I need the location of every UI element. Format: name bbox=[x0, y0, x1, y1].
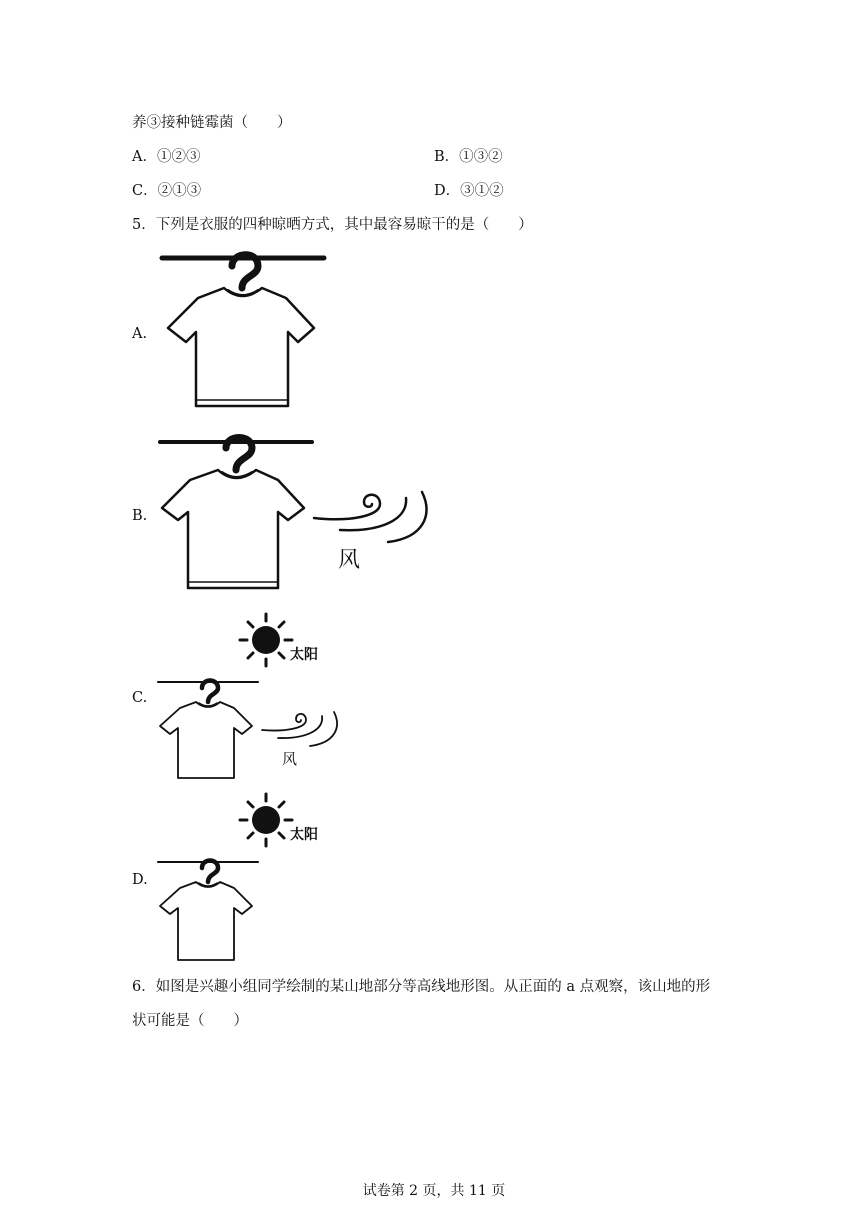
sun-icon bbox=[236, 790, 296, 850]
q4-tail: 养③接种链霉菌（ ） bbox=[132, 115, 292, 131]
q4-option-a: A．①②③ bbox=[132, 149, 201, 165]
q5-option-c-label: C. bbox=[132, 690, 148, 706]
page-footer: 试卷第 2 页，共 11 页 bbox=[362, 1183, 506, 1199]
q5-option-d-label: D. bbox=[132, 872, 148, 888]
tshirt-on-hanger-icon bbox=[156, 856, 260, 964]
q4-option-c: C．②①③ bbox=[132, 183, 202, 199]
q5-option-a-label: A. bbox=[132, 326, 148, 342]
q6-stem-line2: 状可能是（ ） bbox=[132, 1013, 248, 1029]
q5-option-b-label: B. bbox=[132, 508, 148, 524]
sun-label: 太阳 bbox=[290, 647, 318, 663]
wind-label: 风 bbox=[338, 548, 361, 573]
q6-stem-line1: 6．如图是兴趣小组同学绘制的某山地部分等高线地形图。从正面的 a 点观察，该山地的形 bbox=[132, 979, 711, 995]
tshirt-on-hanger-icon bbox=[156, 432, 316, 594]
q4-option-b: B．①③② bbox=[434, 149, 503, 165]
tshirt-on-hanger-icon bbox=[156, 676, 260, 782]
q5-stem: 5．下列是衣服的四种晾晒方式，其中最容易晾干的是（ ） bbox=[132, 217, 533, 233]
q4-option-d: D．③①② bbox=[434, 183, 504, 199]
tshirt-on-hanger-icon bbox=[158, 248, 328, 418]
wind-label: 风 bbox=[282, 750, 298, 768]
wind-icon bbox=[310, 486, 436, 548]
sun-icon bbox=[236, 610, 296, 670]
wind-icon bbox=[258, 708, 344, 750]
sun-label: 太阳 bbox=[290, 827, 318, 843]
